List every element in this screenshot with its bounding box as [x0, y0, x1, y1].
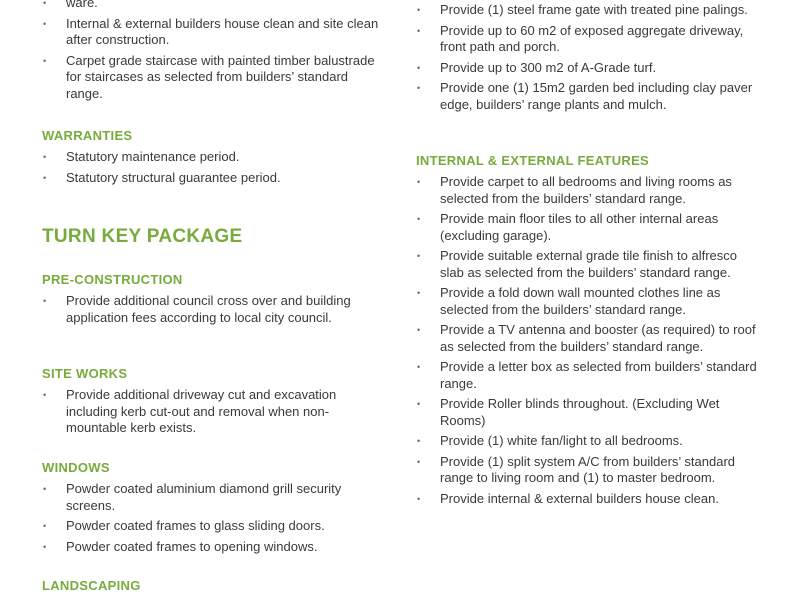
list-item: • Provide additional council cross over and building application fees according to local city council. [42, 293, 387, 326]
list-item: • Statutory maintenance period. [42, 149, 387, 166]
left-top-list [42, 0, 387, 106]
list-item: • Provide one (1) 15m2 garden bed including clay paver edge, builders’ range plants and mulch. [416, 80, 761, 113]
pre-construction-list [42, 293, 387, 326]
list-item: • Provide additional driveway cut and excavation including kerb cut-out and removal when non-mountable kerb exists. [42, 387, 387, 437]
features-list [416, 174, 761, 507]
list-item: • Carpet grade staircase with painted timber balustrade for staircases as selected from builders’ standard range. [42, 53, 387, 103]
list-item: • Provide a fold down wall mounted clothes line as selected from the builders’ standard range. [416, 285, 761, 318]
list-item: • Provide suitable external grade tile finish to alfresco slab as selected from the builders’ standard range. [416, 248, 761, 281]
list-item: • Provide (1) white fan/light to all bedrooms. [416, 433, 761, 450]
windows-section [42, 460, 387, 559]
list-item: • Statutory structural guarantee period. [42, 170, 387, 187]
site-works-heading: SITE WORKS [42, 366, 128, 381]
list-item: • Internal & external builders house clean and site clean after construction. [42, 16, 387, 49]
list-item: • Provide main floor tiles to all other internal areas (excluding garage). [416, 211, 761, 244]
features-section [416, 153, 761, 511]
list-item: • Powder coated frames to glass sliding doors. [42, 518, 387, 535]
list-item: • Provide up to 60 m2 of exposed aggregate driveway, front path and porch. [416, 23, 761, 56]
list-item: • Provide (1) steel frame gate with treated pine palings. [416, 2, 761, 19]
package-title: TURN KEY PACKAGE [42, 226, 243, 247]
pre-construction-section [42, 272, 387, 330]
list-item: • Provide Roller blinds throughout. (Excluding Wet Rooms) [416, 396, 761, 429]
pre-construction-heading: PRE-CONSTRUCTION [42, 272, 183, 287]
warranties-heading: WARRANTIES [42, 128, 133, 143]
list-item: • Provide a TV antenna and booster (as required) to roof as selected from the builders’ standard range. [416, 322, 761, 355]
landscaping-heading: LANDSCAPING [42, 578, 141, 593]
list-item: • Powder coated frames to opening windows. [42, 539, 387, 556]
list-item: • Provide internal & external builders house clean. [416, 491, 761, 508]
list-item: • Provide (1) split system A/C from builders’ standard range to living room and (1) to master bedroom. [416, 454, 761, 487]
list-item: • ware. [42, 0, 387, 12]
site-works-section [42, 366, 387, 441]
warranties-list [42, 149, 387, 186]
list-item: • Provide carpet to all bedrooms and living rooms as selected from the builders’ standard range. [416, 174, 761, 207]
warranties-section [42, 128, 387, 190]
right-top-list [416, 2, 761, 117]
features-heading: INTERNAL & EXTERNAL FEATURES [416, 153, 650, 168]
list-item: • Provide up to 300 m2 of A-Grade turf. [416, 60, 761, 77]
windows-list [42, 481, 387, 555]
landscaping-section [42, 578, 387, 599]
list-item: • Powder coated aluminium diamond grill security screens. [42, 481, 387, 514]
site-works-list [42, 387, 387, 437]
list-item: • Provide a letter box as selected from builders’ standard range. [416, 359, 761, 392]
windows-heading: WINDOWS [42, 460, 110, 475]
